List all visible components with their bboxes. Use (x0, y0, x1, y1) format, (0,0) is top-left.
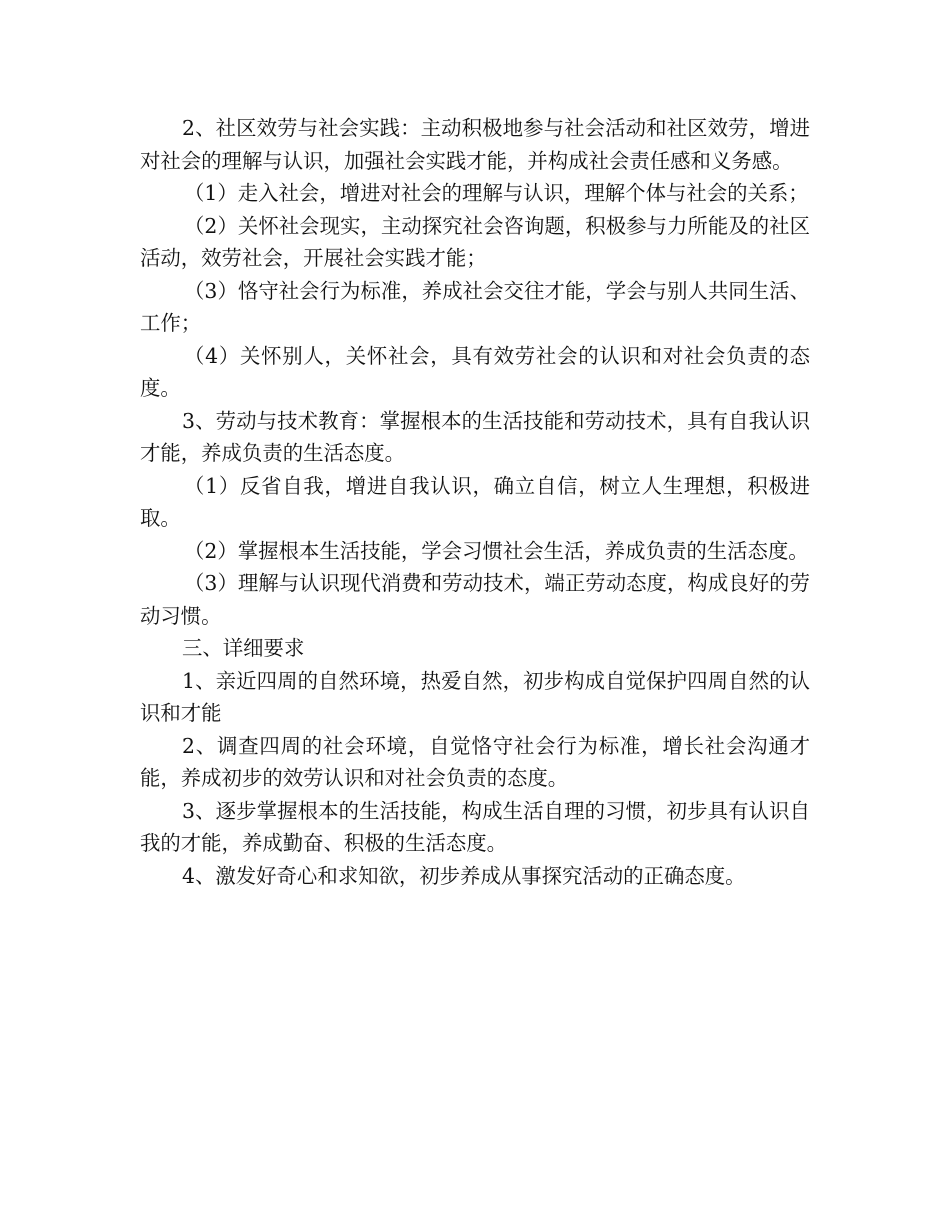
paragraph-labor-item-1: （1）反省自我，增进自我认识，确立自信，树立人生理想，积极进取。 (140, 473, 810, 530)
paragraph-labor-education: 3、劳动与技术教育：掌握根本的生活技能和劳动技术，具有自我认识才能，养成负责的生活态度。 (140, 408, 810, 465)
paragraph-labor-item-3: （3）理解与认识现代消费和劳动技术，端正劳动态度，构成良好的劳动习惯。 (140, 571, 810, 628)
paragraph-item-4: （4）关怀别人，关怀社会，具有效劳社会的认识和对社会负责的态度。 (140, 343, 810, 400)
paragraph-requirement-4: 4、激发好奇心和求知欲，初步养成从事探究活动的正确态度。 (182, 863, 746, 888)
paragraph-community-service: 2、社区效劳与社会实践：主动积极地参与社会活动和社区效劳，增进对社会的理解与认识，加强社会实践才能，并构成社会责任感和义务感。 (140, 116, 810, 173)
paragraph-item-3: （3）恪守社会行为标准，养成社会交往才能，学会与别人共同生活、工作； (140, 278, 810, 335)
paragraph-requirement-2: 2、调查四周的社会环境，自觉恪守社会行为标准，增长社会沟通才能，养成初步的效劳认识和对社会负责的态度。 (140, 733, 810, 790)
section-heading-requirements: 三、详细要求 (182, 636, 305, 660)
paragraph-labor-item-2: （2）掌握根本生活技能，学会习惯社会生活，养成负责的生活态度。 (184, 538, 809, 563)
paragraph-item-1: （1）走入社会，增进对社会的理解与认识，理解个体与社会的关系； (184, 181, 809, 205)
paragraph-requirement-1: 1、亲近四周的自然环境，热爱自然，初步构成自觉保护四周自然的认识和才能 (140, 668, 810, 725)
document-page (140, 112, 810, 892)
paragraph-item-2: （2）关怀社会现实，主动探究社会咨询题，积极参与力所能及的社区活动，效劳社会，开展社会实践才能； (140, 213, 810, 270)
paragraph-requirement-3: 3、逐步掌握根本的生活技能，构成生活自理的习惯，初步具有认识自我的才能，养成勤奋、积极的生活态度。 (140, 798, 810, 855)
